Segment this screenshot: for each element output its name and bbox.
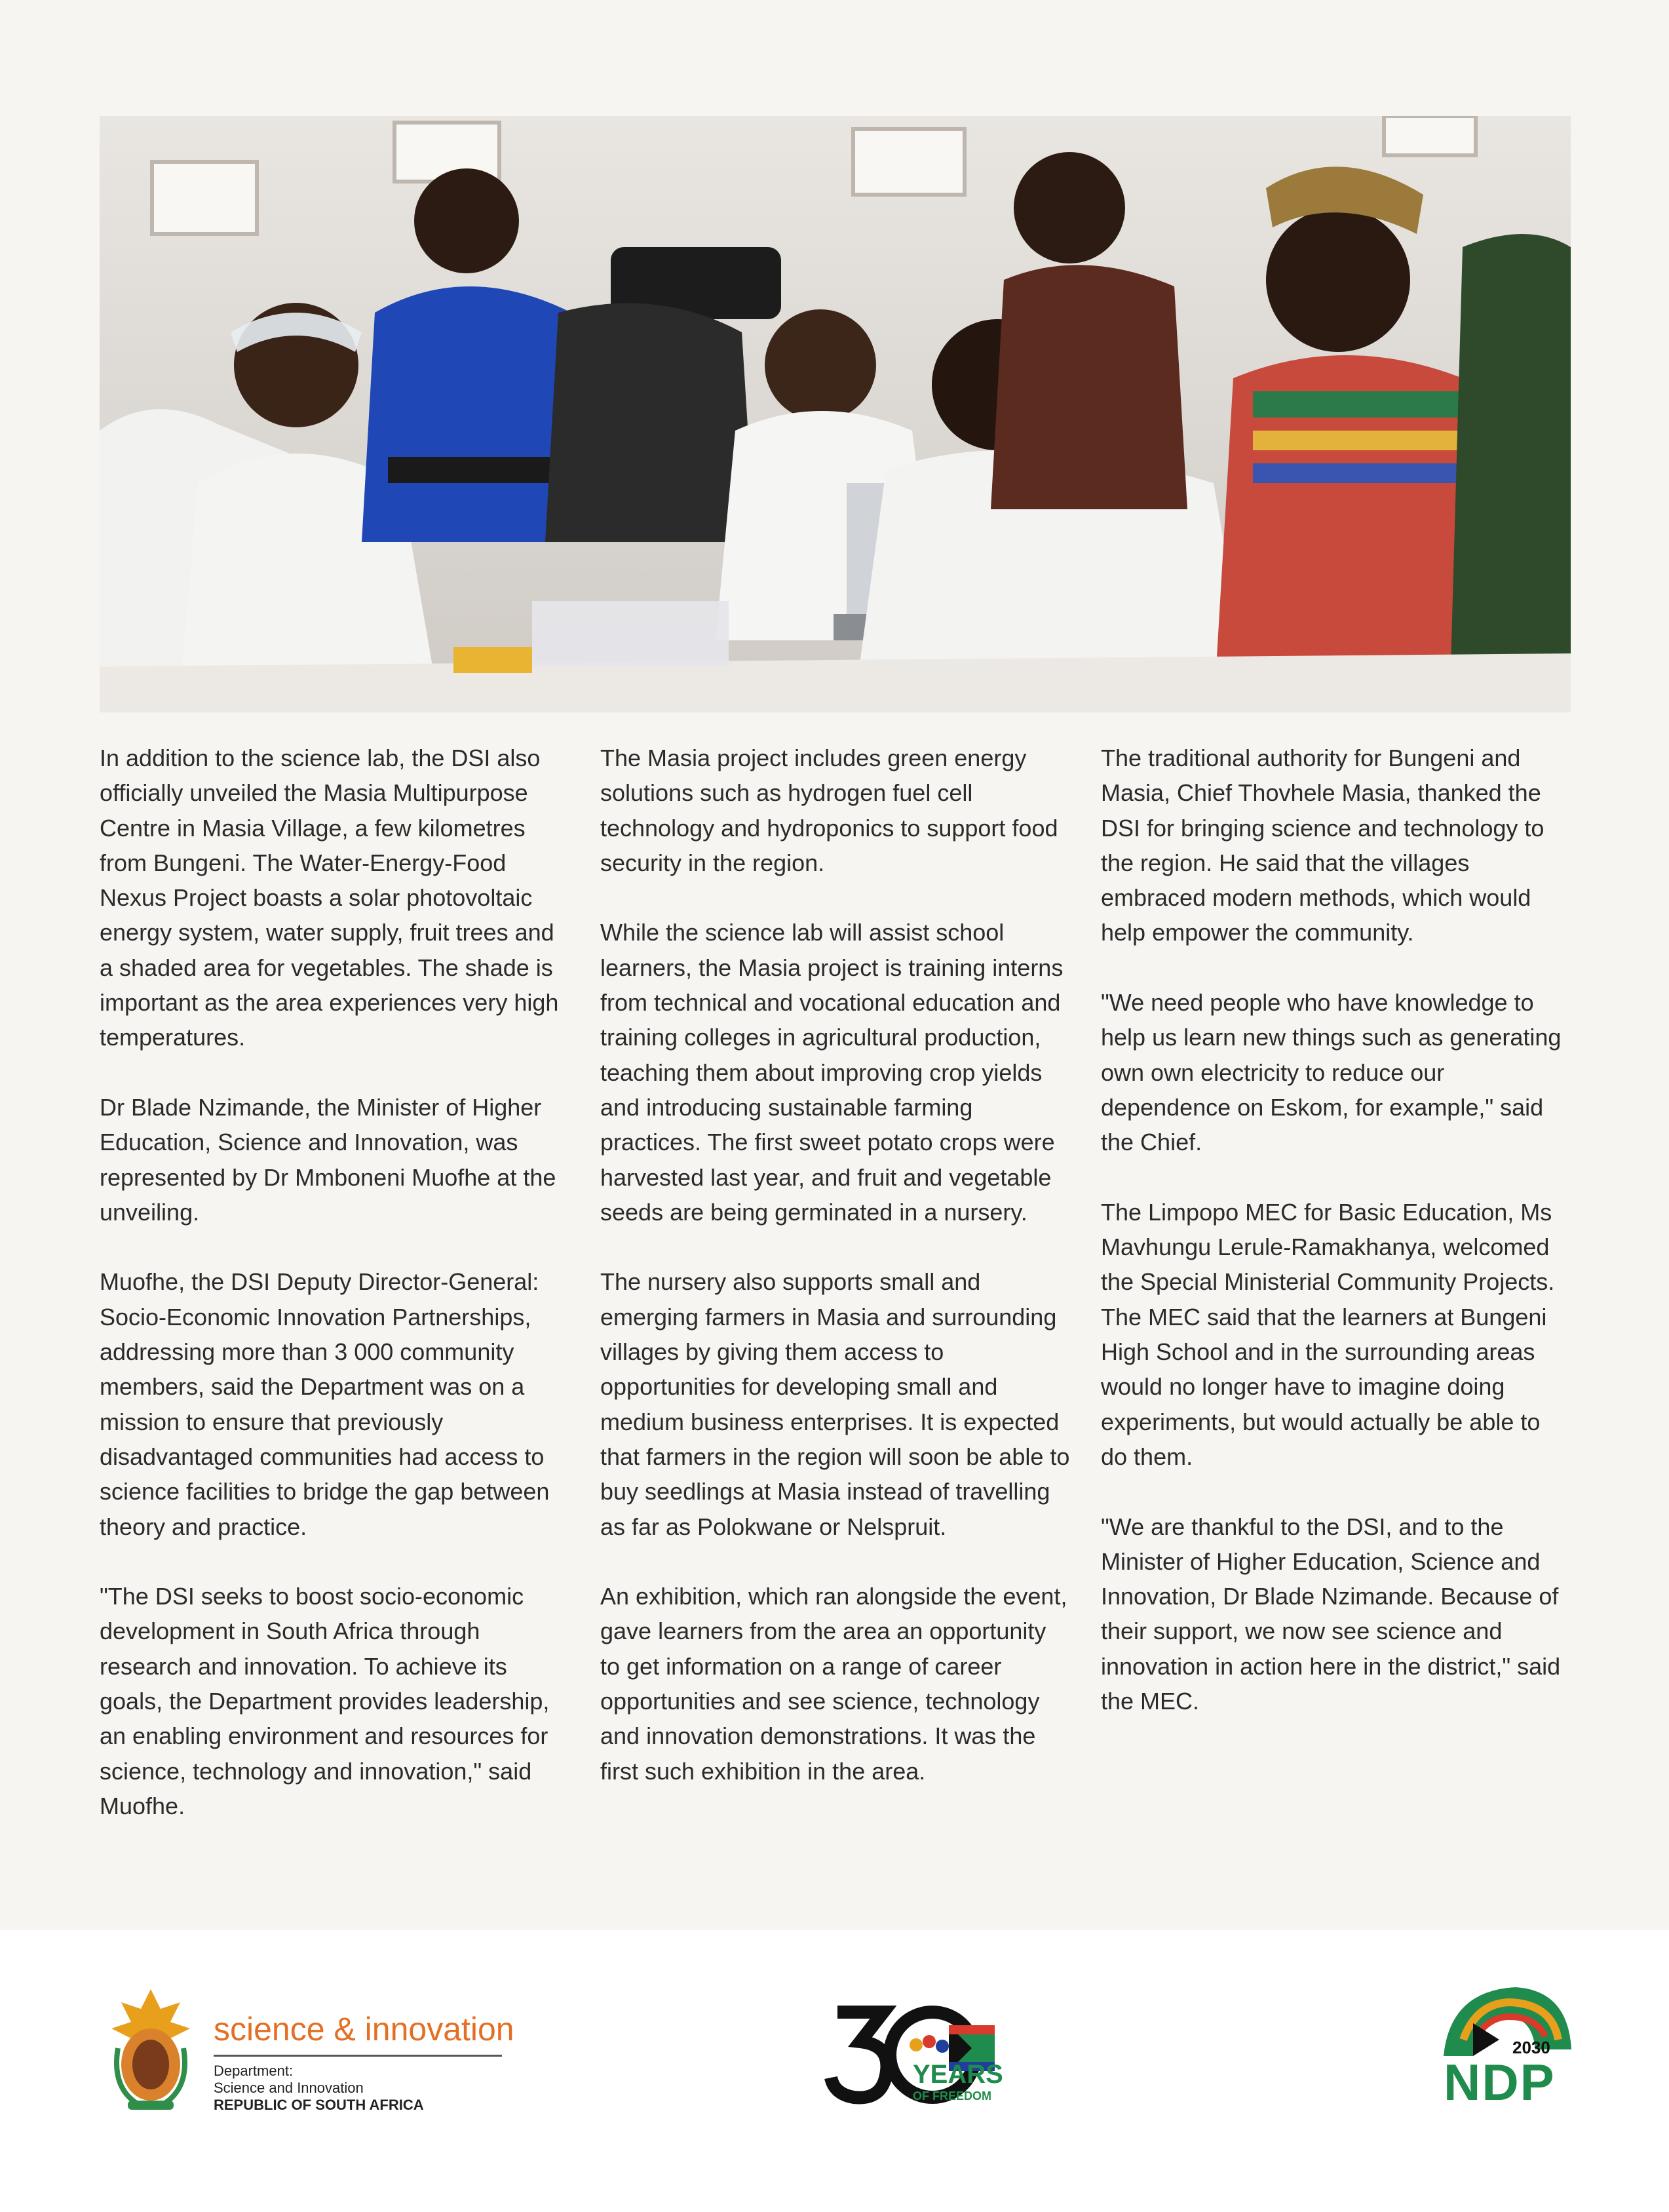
paragraph: "We need people who have knowledge to help us learn new things such as generating own own electricity to reduce our dependence on Eskom, for example," said the Chief. xyxy=(1101,989,1562,1156)
lab-photo xyxy=(100,116,1571,712)
paragraph: Dr Blade Nzimande, the Minister of Higher Education, Science and Innovation, was represented by Dr Mmboneni Muofhe at the unveiling. xyxy=(100,1093,556,1226)
paragraph: An exhibition, which ran alongside the event, gave learners from the area an opportunity to get information on a range of career opportunities and see science, technology and innovation demonstrations. It was the first such exhibition in the area. xyxy=(600,1583,1067,1785)
footer xyxy=(0,1930,1669,2212)
paragraph: The Masia project includes green energy solutions such as hydrogen fuel cell technology and hydroponics to support food security in the region. xyxy=(600,745,1058,876)
article-column-1 xyxy=(100,741,571,1859)
dsi-line-1: Department: xyxy=(214,2063,294,2079)
article-column-3 xyxy=(1101,741,1573,1754)
paragraph: "We are thankful to the DSI, and to the Minister of Higher Education, Science and Innovation, Dr Blade Nzimande. Because of their support, we now see science and innovation in action here in the district," said the MEC. xyxy=(1101,1513,1561,1715)
dsi-divider xyxy=(214,2055,502,2057)
years-label: YEARS xyxy=(913,2060,1003,2089)
thirty-years-logo xyxy=(824,1986,1001,2117)
coat-of-arms-icon xyxy=(98,1983,203,2114)
paragraph: The traditional authority for Bungeni and Masia, Chief Thovhele Masia, thanked the DSI for bringing science and technology to the region. He said that the villages embraced modern methods, which would help empower the community. xyxy=(1101,745,1544,946)
dsi-title: science & innovation xyxy=(214,2011,514,2047)
ndp-year: 2030 xyxy=(1512,2038,1550,2057)
ndp-logo xyxy=(1437,1977,1575,2115)
paragraph: While the science lab will assist school learners, the Masia project is training interns from technical and vocational education and training colleges in agricultural production, teaching them about improving crop yields and introducing sustainable farming practices. The first sweet potato crops were harvested last year, and fruit and vegetable seeds are being germinated in a nursery. xyxy=(600,919,1064,1226)
freedom-label: OF FREEDOM xyxy=(913,2089,991,2103)
paragraph: The nursery also supports small and emerging farmers in Masia and surrounding villages by giving them access to opportunities for developing small and medium business enterprises. It is expected that farmers in the region will soon be able to buy seedlings at Masia instead of travelling as far as Polokwane or Nelspruit. xyxy=(600,1268,1070,1540)
article-column-2 xyxy=(600,741,1072,1823)
paragraph: "The DSI seeks to boost socio-economic development in South Africa through research and innovation. To achieve its goals, the Department provides leadership, an enabling environment and resources for science, technology and innovation," said Muofhe. xyxy=(100,1583,550,1819)
paragraph: Muofhe, the DSI Deputy Director-General: Socio-Economic Innovation Partnerships, addressing more than 3 000 community members, said the Department was on a mission to ensure that previously disadvantaged communities had access to science facilities to bridge the gap between theory and practice. xyxy=(100,1268,550,1540)
dsi-line-2: Science and Innovation xyxy=(214,2080,364,2096)
paragraph: In addition to the science lab, the DSI also officially unveiled the Masia Multipurpose Centre in Masia Village, a few kilometres from Bungeni. The Water-Energy-Food Nexus Project boasts a solar photovoltaic energy system, water supply, fruit trees and a shaded area for vegetables. The shade is important as the area experiences very high temperatures. xyxy=(100,745,559,1051)
dsi-line-3: REPUBLIC OF SOUTH AFRICA xyxy=(214,2097,424,2113)
ndp-name: NDP xyxy=(1444,2053,1556,2111)
paragraph: The Limpopo MEC for Basic Education, Ms Mavhungu Lerule-Ramakhanya, welcomed the Special Ministerial Community Projects. The MEC said that the learners at Bungeni High School and in the surrounding areas would no longer have to imagine doing experiments, but would actually be able to do them. xyxy=(1101,1198,1555,1470)
lab-photo-illustration xyxy=(100,116,1571,712)
article-body xyxy=(100,741,1571,1901)
dsi-logo xyxy=(98,1983,518,2114)
